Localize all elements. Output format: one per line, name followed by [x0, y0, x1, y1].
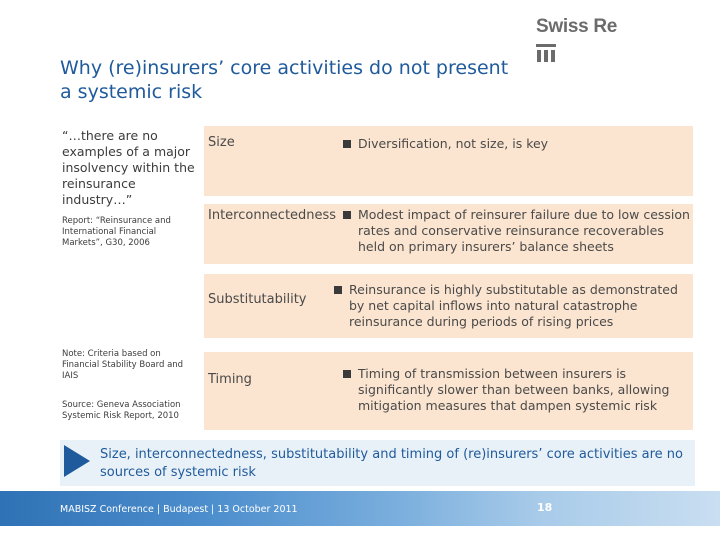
arrow-right-icon [64, 445, 90, 477]
criterion-row-substitutability [204, 274, 693, 338]
bullet-icon [334, 286, 342, 294]
criterion-row-interconnectedness [204, 204, 693, 264]
criterion-label-interconnectedness: Interconnectedness [208, 208, 337, 223]
criterion-text-interconnectedness: Modest impact of reinsurer failure due to low cession rates and conservative reinsurance recoverables held on primary insurers’ balance sheets [358, 207, 691, 255]
conclusion-text: Size, interconnectedness, substitutability and timing of (re)insurers’ core activities are no sources of systemic risk [100, 447, 683, 480]
footer-bar [0, 491, 720, 526]
criterion-row-size [204, 126, 693, 196]
footer-text: MABISZ Conference | Budapest | 13 October 2011 [60, 504, 298, 515]
bullet-icon [343, 211, 351, 219]
criterion-text-size: Diversification, not size, is key [358, 136, 688, 152]
criterion-label-substitutability: Substitutability [208, 292, 307, 307]
quote-text: “…there are no examples of a major insolvency within the reinsurance industry…” [62, 128, 195, 207]
page-number: 18 [537, 501, 553, 514]
slide-title: Why (re)insurers’ core activities do not present a systemic risk [60, 57, 509, 103]
bullet-icon [343, 140, 351, 148]
note-text: Note: Criteria based on Financial Stability Board and IAIS [62, 349, 184, 381]
source-text: Source: Geneva Association Systemic Risk Report, 2010 [62, 400, 181, 421]
criterion-text-substitutability: Reinsurance is highly substitutable as demonstrated by net capital inflows into natural catastrophe reinsurance during periods of rising prices [349, 282, 691, 330]
criterion-row-timing [204, 352, 693, 430]
conclusion-box [60, 440, 695, 486]
swiss-re-logo-text: Swiss Re [536, 16, 618, 37]
criterion-label-size: Size [208, 135, 235, 150]
criterion-label-timing: Timing [208, 372, 252, 387]
bullet-icon [343, 370, 351, 378]
quote-source: Report: “Reinsurance and International Financial Markets”, G30, 2006 [62, 216, 171, 248]
swiss-re-logo-icon [536, 44, 556, 62]
criterion-text-timing: Timing of transmission between insurers is significantly slower than between banks, allowing mitigation measures that dampen systemic risk [358, 366, 691, 414]
